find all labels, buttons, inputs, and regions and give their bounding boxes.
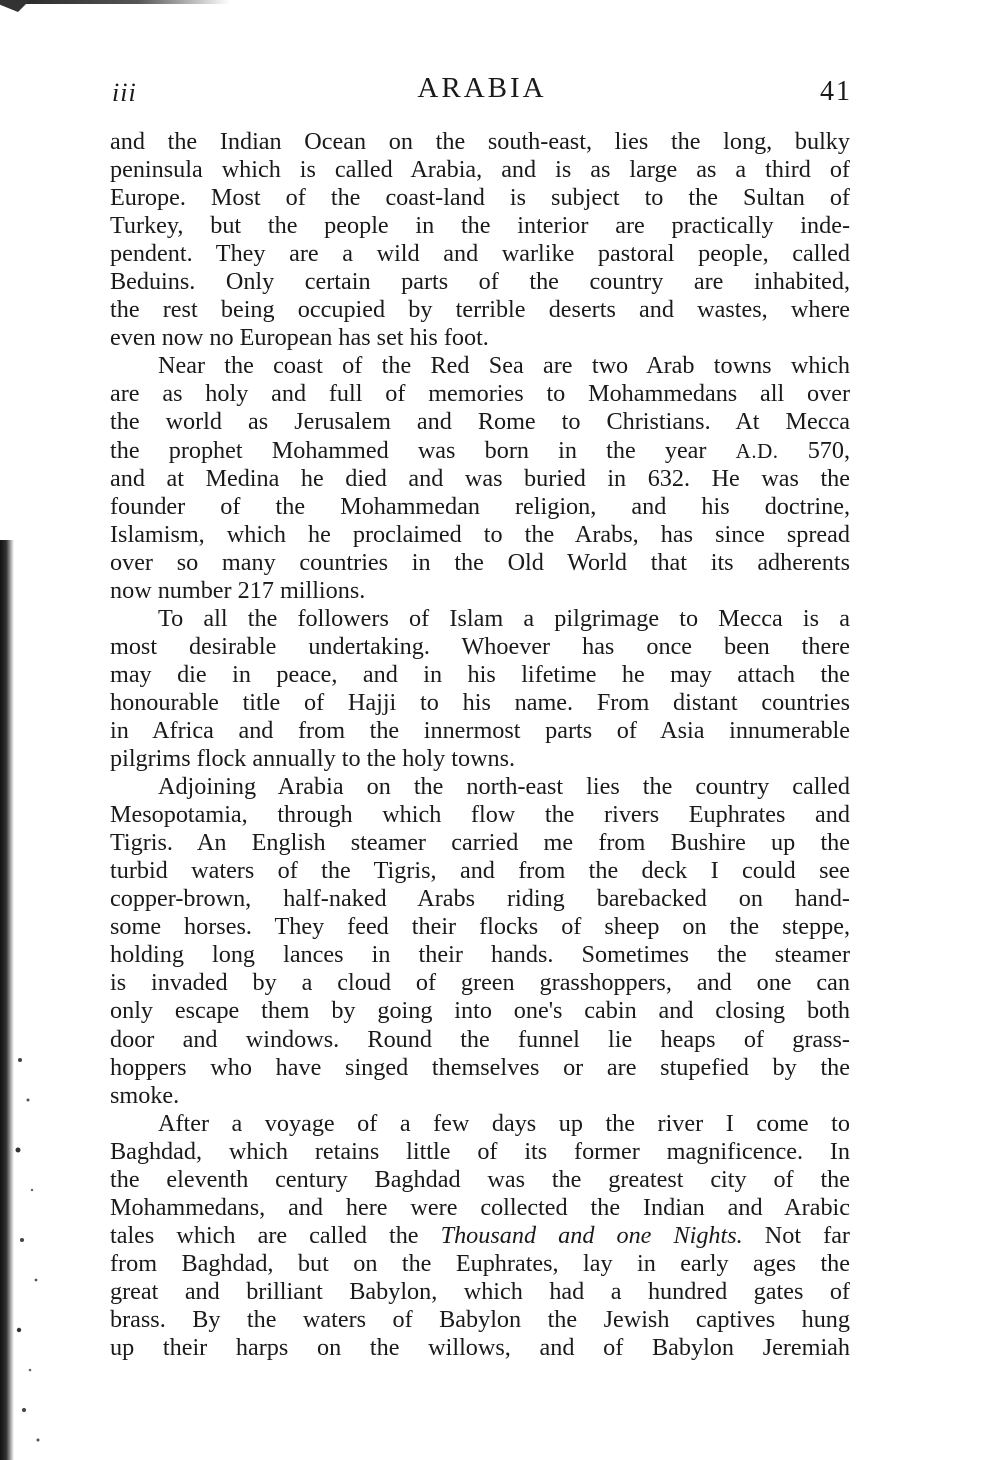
text-line: pilgrims flock annually to the holy towns. [110,745,516,773]
text-line: Near the coast of the Red Sea are two Arab towns which [158,352,850,380]
text-line [110,465,850,493]
scan-corner-mark [0,0,30,12]
text-line: holding long lances in their hands. Sometimes the steamer [110,941,850,969]
text-line: some horses. They feed their flocks of sheep on the steppe, [110,913,850,941]
text-line: the rest being occupied by terrible deserts and wastes, where [110,296,850,324]
text-line: Beduins. Only certain parts of the country are inhabited, [110,268,850,296]
text-line: great and brilliant Babylon, which had a hundred gates of [110,1277,850,1305]
text-span: Not far [764,1221,850,1249]
text-line: are as holy and full of memories to Mohammedans all over [110,380,850,408]
text-span: the prophet Mohammed was born in the year [110,436,707,464]
paragraph [110,1110,850,1362]
text-line: Islamism, which he proclaimed to the Arabs, has since spread [110,520,850,548]
body-text [110,128,850,1362]
text-span: tales which are called the [110,1221,419,1249]
text-line: and the Indian Ocean on the south-east, lies the long, bulky [110,128,850,155]
text-line: Adjoining Arabia on the north-east lies the country called [158,773,850,801]
era-abbreviation: A.D. [735,438,779,463]
text-line: copper-brown, half-naked Arabs riding barebacked on hand- [110,885,850,913]
gutter-speckle [14,1040,74,1460]
text-line: turbid waters of the Tigris, and from the deck I could see [110,857,850,885]
text-line: the world as Jerusalem and Rome to Christians. At Mecca [110,408,850,436]
text-line: honourable title of Hajji to his name. From distant countries [110,688,850,716]
text-line: up their harps on the willows, and of Babylon Jeremiah [110,1334,850,1362]
text-line: may die in peace, and in his lifetime he may attach the [110,660,850,688]
paragraph [110,773,850,1110]
book-gutter-shadow [0,540,14,1460]
running-header [110,72,854,112]
text-line: peninsula which is called Arabia, and is as large as a third of [110,156,850,184]
year: 632. [647,464,691,492]
text-span: He was the [711,464,851,492]
text-span: and at Medina he died and was buried in [110,464,627,492]
text-line: founder of the Mohammedan religion, and his doctrine, [110,492,850,520]
paragraph [110,128,850,352]
scan-edge-mark [0,0,230,4]
text-line: smoke. [110,1081,180,1109]
text-line: is invaded by a cloud of green grasshoppers, and one can [110,969,850,997]
text-line: only escape them by going into one's cabin and closing both [110,997,850,1025]
text-line: pendent. They are a wild and warlike pastoral people, called [110,240,850,268]
text-line: Turkey, but the people in the interior are practically inde- [110,212,850,240]
text-line: Mohammedans, and here were collected the Indian and Arabic [110,1193,850,1221]
text-line: hoppers who have singed themselves or are stupefied by the [110,1053,850,1081]
text-line [110,1222,850,1250]
text-line: the eleventh century Baghdad was the greatest city of the [110,1165,850,1193]
book-title: Thousand and one Nights. [440,1221,743,1249]
paragraph [110,605,850,773]
text-line: To all the followers of Islam a pilgrimage to Mecca is a [158,604,850,632]
text-line [110,437,850,465]
text-line: brass. By the waters of Babylon the Jewish captives hung [110,1305,850,1333]
text-line: Europe. Most of the coast-land is subject to the Sultan of [110,184,850,212]
text-line: in Africa and from the innermost parts of Asia innumerable [110,716,850,744]
text-line: even now no European has set his foot. [110,324,489,352]
text-line: Tigris. An English steamer carried me from Bushire up the [110,829,850,857]
text-line: Baghdad, which retains little of its former magnificence. In [110,1137,850,1165]
text-line: now number 217 millions. [110,576,366,604]
text-line: Mesopotamia, through which flow the rivers Euphrates and [110,801,850,829]
page-number: 41 [820,76,852,107]
text-line: After a voyage of a few days up the river I come to [158,1109,850,1137]
text-line: from Baghdad, but on the Euphrates, lay in early ages the [110,1249,850,1277]
paragraph [110,352,850,604]
year: 570, [807,436,851,464]
running-title: ARABIA [417,72,547,104]
text-line: door and windows. Round the funnel lie heaps of grass- [110,1025,850,1053]
text-line: most desirable undertaking. Whoever has once been there [110,632,850,660]
text-line: over so many countries in the Old World that its adherents [110,548,850,576]
chapter-numeral: iii [112,78,137,107]
